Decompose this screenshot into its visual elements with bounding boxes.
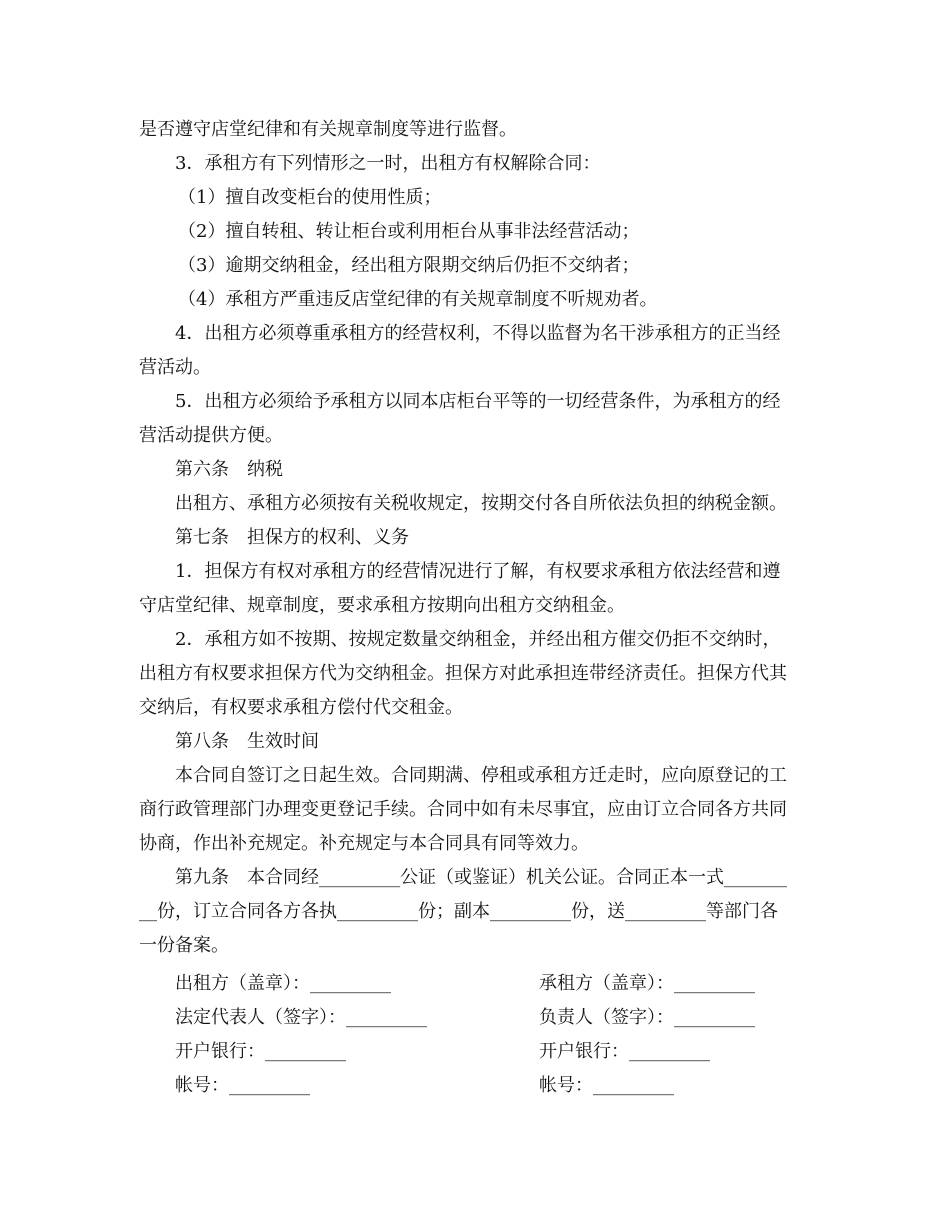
article-heading-8: 第八条 生效时间 xyxy=(175,731,319,752)
sub-item-4: （4）承租方严重违反店堂纪律的有关规章制度不听规劝者。 xyxy=(178,289,658,310)
sub-item-1: （1）擅自改变柜台的使用性质； xyxy=(178,187,442,208)
clause-item-4: 4．出租方必须尊重承租方的经营权利，不得以监督为名干涉承租方的正当经 xyxy=(175,323,781,344)
clause-item-1: 1．担保方有权对承租方的经营情况进行了解，有权要求承租方依法经营和遵 xyxy=(175,561,781,582)
lessor-bank-field: 开户银行：_________ xyxy=(175,1041,346,1062)
article-heading-6: 第六条 纳税 xyxy=(175,459,283,480)
legal-representative-field: 法定代表人（签字）：_________ xyxy=(175,1007,427,1028)
lessee-responsible-person-field: 负责人（签字）：_________ xyxy=(539,1007,755,1028)
lessee-seal-field: 承租方（盖章）：_________ xyxy=(539,973,755,994)
article-heading-7: 第七条 担保方的权利、义务 xyxy=(175,527,409,548)
paragraph-line: 营活动。 xyxy=(139,357,211,378)
clause-item-3: 3．承租方有下列情形之一时，出租方有权解除合同： xyxy=(175,153,601,174)
clause-item-2: 2．承租方如不按期、按规定数量交纳租金，并经出租方催交仍拒不交纳时， xyxy=(175,629,781,650)
lessee-account-field: 帐号：_________ xyxy=(539,1075,674,1096)
paragraph-line: 一份备案。 xyxy=(139,935,229,956)
paragraph-line: __份，订立合同各方各执_________份；副本_________份，送_________等部门各 xyxy=(139,901,778,922)
paragraph-line: 出租方有权要求担保方代为交纳租金。担保方对此承担连带经济责任。担保方代其 xyxy=(139,663,787,684)
sub-item-2: （2）擅自转租、转让柜台或利用柜台从事非法经营活动； xyxy=(178,221,640,242)
lessor-seal-field: 出租方（盖章）：_________ xyxy=(175,973,391,994)
paragraph-line: 商行政管理部门办理变更登记手续。合同中如有未尽事宜，应由订立合同各方共同 xyxy=(139,799,787,820)
paragraph-line: 营活动提供方便。 xyxy=(139,425,283,446)
lessee-bank-field: 开户银行：_________ xyxy=(539,1041,710,1062)
paragraph-line: 守店堂纪律、规章制度，要求承租方按期向出租方交纳租金。 xyxy=(139,595,625,616)
paragraph-line: 出租方、承租方必须按有关税收规定，按期交付各自所依法负担的纳税金额。 xyxy=(175,493,787,514)
paragraph-line: 本合同自签订之日起生效。合同期满、停租或承租方迁走时，应向原登记的工 xyxy=(175,765,787,786)
sub-item-3: （3）逾期交纳租金，经出租方限期交纳后仍拒不交纳者； xyxy=(178,255,640,276)
paragraph-line: 交纳后，有权要求承租方偿付代交租金。 xyxy=(139,697,463,718)
lessor-account-field: 帐号：_________ xyxy=(175,1075,310,1096)
paragraph-line: 协商，作出补充规定。补充规定与本合同具有同等效力。 xyxy=(139,833,589,854)
paragraph-line: 是否遵守店堂纪律和有关规章制度等进行监督。 xyxy=(139,119,517,140)
article-heading-9: 第九条 本合同经_________公证（或鉴证）机关公证。合同正本一式_______ xyxy=(175,867,787,888)
clause-item-5: 5．出租方必须给予承租方以同本店柜台平等的一切经营条件，为承租方的经 xyxy=(175,391,781,412)
